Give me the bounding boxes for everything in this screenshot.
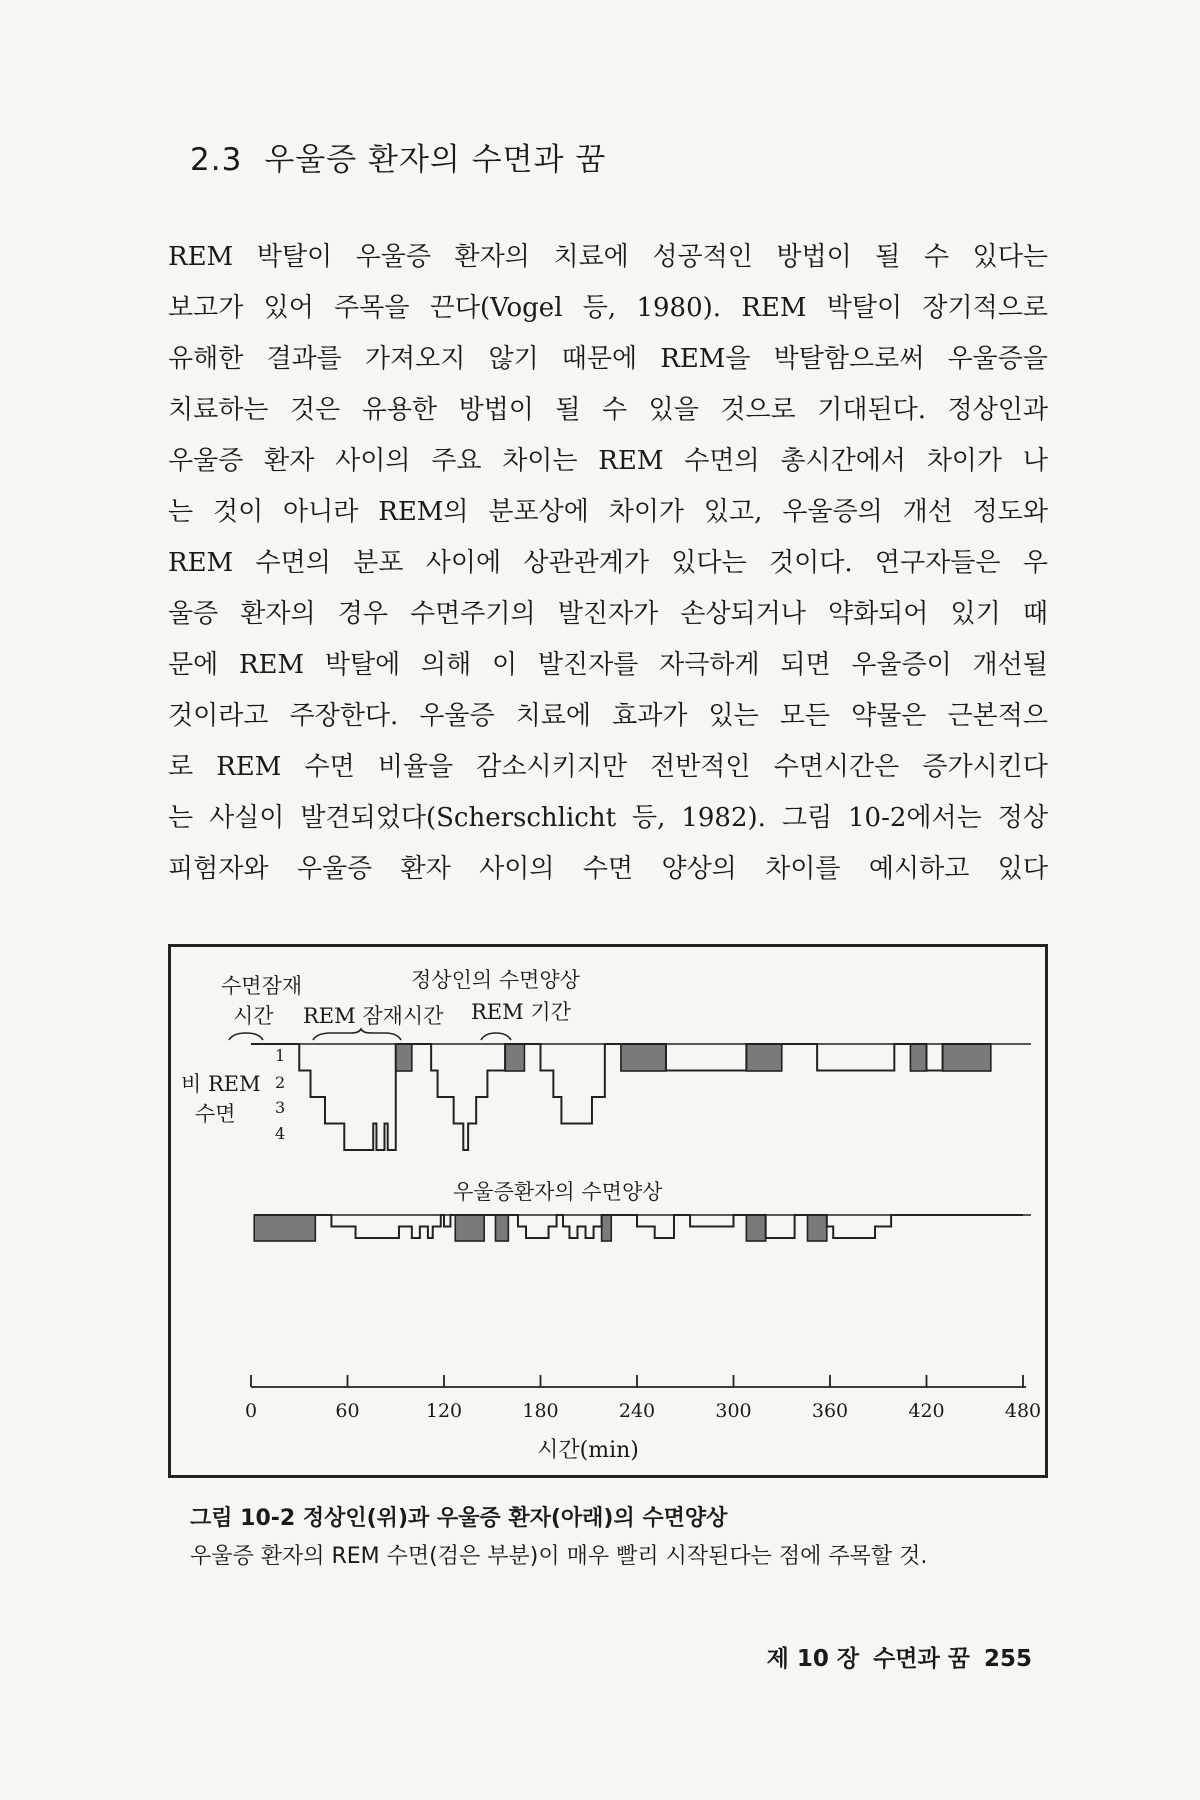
rem-block: [505, 1044, 524, 1071]
rem-block: [807, 1215, 826, 1241]
footer-chapter: 제 10 장: [766, 1646, 860, 1672]
sleep-latency-label: 수면잠재: [221, 974, 303, 998]
body-line: 울증 환자의 경우 수면주기의 발진자가 손상되거나 약화되어 있기 때: [168, 599, 1048, 629]
stage-label-1: 1: [275, 1046, 286, 1065]
tick-label: 360: [811, 1400, 849, 1422]
nonrem-axis-label-2: 수면: [195, 1102, 236, 1126]
normal-pattern-title: 정상인의 수면양상: [411, 968, 580, 992]
body-line: 문에 REM 박탈에 의해 이 발진자를 자극하게 되면 우울증이 개선될: [168, 650, 1048, 680]
rem-block: [943, 1044, 991, 1071]
caption-text: 우울증 환자의 REM 수면(검은 부분)이 매우 빨리 시작된다는 점에 주목할 것.: [190, 1544, 928, 1569]
page-number: 255: [983, 1646, 1032, 1672]
body-line: 우울증 환자 사이의 주요 차이는 REM 수면의 총시간에서 차이가 나: [168, 446, 1048, 476]
rem-latency-label: REM 잠재시간: [303, 1004, 444, 1028]
rem-block: [910, 1044, 926, 1071]
rem-block: [396, 1044, 412, 1071]
body-line: 로 REM 수면 비율을 감소시키지만 전반적인 수면시간은 증가시킨다: [168, 752, 1048, 782]
tick-label: 0: [244, 1400, 258, 1422]
rem-block: [495, 1215, 508, 1241]
tick-label: 120: [425, 1400, 463, 1422]
time-axis-ticks: [245, 1375, 1041, 1422]
rem-block: [254, 1215, 315, 1241]
tick-label: 180: [522, 1400, 559, 1422]
sleep-latency-label-2: 시간: [233, 1004, 274, 1028]
section-title-text: 우울증 환자의 수면과 꿈: [264, 142, 607, 178]
tick-label: 240: [618, 1400, 656, 1422]
rem-block: [455, 1215, 484, 1241]
caption-title: 그림 10-2 정상인(위)과 우울증 환자(아래)의 수면양상: [190, 1506, 728, 1531]
body-line: 는 것이 아니라 REM의 분포상에 차이가 있고, 우울증의 개선 정도와: [168, 497, 1048, 527]
rem-block: [621, 1044, 666, 1071]
body-line: 보고가 있어 주목을 끈다(Vogel 등, 1980). REM 박탈이 장기적으로: [168, 293, 1048, 323]
tick-label: 300: [715, 1400, 752, 1422]
body-line: REM 수면의 분포 사이에 상관관계가 있다는 것이다. 연구자들은 우: [168, 548, 1048, 578]
body-line: REM 박탈이 우울증 환자의 치료에 성공적인 방법이 될 수 있다는: [168, 242, 1048, 272]
rem-block: [746, 1215, 765, 1241]
nonrem-axis-label: 비 REM: [181, 1072, 261, 1096]
body-line: 피험자와 우울증 환자 사이의 수면 양상의 차이를 예시하고 있다: [168, 854, 1048, 884]
figure-10-2: [168, 944, 1048, 1478]
tick-label: 420: [908, 1400, 945, 1422]
tick-label: 60: [335, 1400, 360, 1422]
body-line: 는 사실이 발견되었다(Scherschlicht 등, 1982). 그림 10-2에서는 정상: [168, 803, 1048, 833]
running-footer: [753, 1640, 1032, 1673]
rem-latency-bracket: [313, 1029, 401, 1040]
depressed-pattern-title: 우울증환자의 수면양상: [453, 1180, 663, 1204]
body-line: 치료하는 것은 유용한 방법이 될 수 있을 것으로 기대된다. 정상인과: [168, 395, 1048, 425]
section-number: 2.3: [190, 142, 243, 178]
stage-label-3: 3: [275, 1098, 286, 1117]
body-line: 유해한 결과를 가져오지 않기 때문에 REM을 박탈함으로써 우울증을: [168, 344, 1048, 374]
latency-bracket: [229, 1033, 263, 1040]
stage-label-2: 2: [275, 1073, 286, 1092]
time-axis-label: 시간(min): [537, 1438, 639, 1463]
body-paragraph: [168, 232, 1048, 895]
normal-rem-blocks: [396, 1044, 991, 1071]
rem-block: [746, 1044, 781, 1071]
stage-label-4: 4: [275, 1124, 286, 1143]
rem-period-label: REM 기간: [471, 1000, 571, 1024]
tick-label: 480: [1004, 1400, 1042, 1422]
footer-title: 수면과 꿈: [873, 1646, 970, 1672]
body-line: 것이라고 주장한다. 우울증 치료에 효과가 있는 모든 약물은 근본적으: [168, 701, 1048, 731]
section-heading: [190, 134, 606, 179]
figure-caption: [190, 1500, 1050, 1576]
depressed-sleep-trace: [254, 1215, 1023, 1238]
stage-labels: [275, 1046, 285, 1143]
rem-block: [602, 1215, 612, 1241]
rem-period-bracket: [481, 1033, 511, 1040]
sleep-hypnogram: [171, 947, 1045, 1475]
